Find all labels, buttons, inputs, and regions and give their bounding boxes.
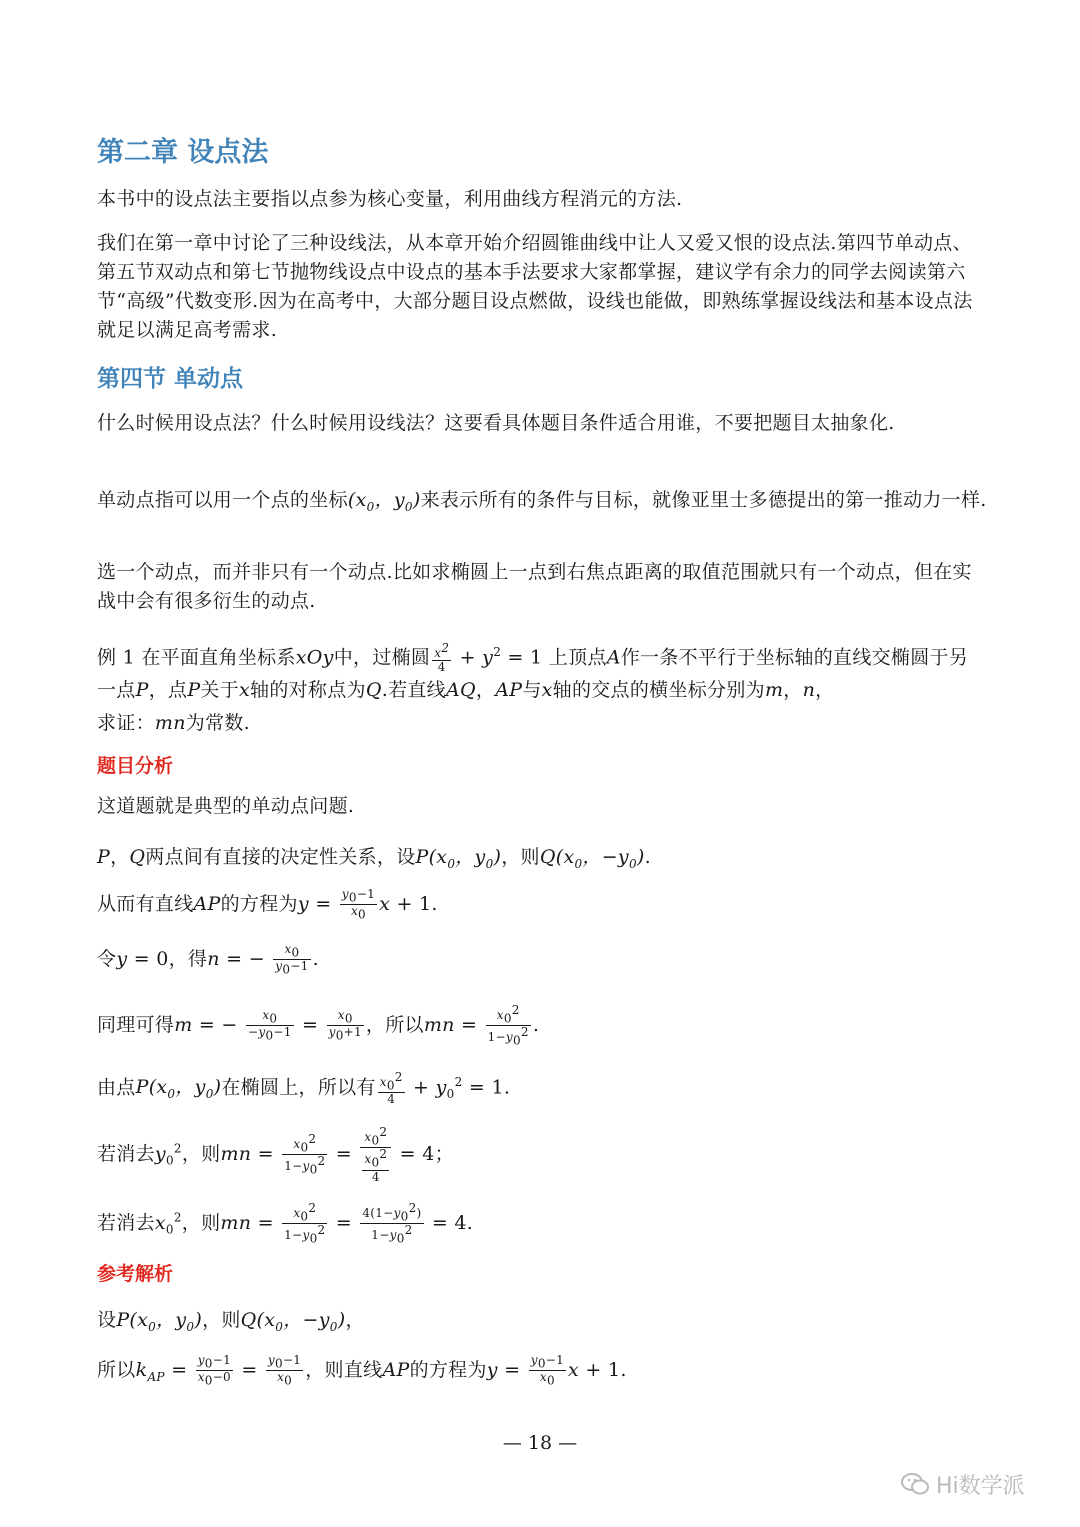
text-run: 上顶点 [548,646,607,669]
solution-line-2: 所以$k_{AP}$ = $\frac{y_0-1}{x_0-0}$ = $\frac{y_0-1}{x_0}$ ，则直线AP的方程为y = $\frac{y_0-1}{x_0}$ x + 1. [97,1353,627,1388]
intro-paragraph-2: 我们在第一章中讨论了三种设线法，从本章开始介绍圆锥曲线中让人又爱又恨的设点法.第四节单动点、第五节双动点和第七节抛物线设点中设点的基本手法要求大家都掌握，建议学有余力的同学去阅读第六节“高级”代数变形.因为在高考中，大部分题目设点燃做，设线也能做，即熟练掌握设线法和基本设点法就足以满足高考需求. [97,232,973,341]
text-run: 若消去 [97,1142,155,1165]
chapter-title: 第二章 设点法 [97,137,269,168]
section-paragraph-1: 什么时候用设点法？什么时候用设线法？这要看具体题目条件适合用谁，不要把题目太抽象化. [97,412,895,434]
example-1: 例 1 在平面直角坐标系xOy中，过椭圆 $\frac{x^2}{4}$ + $y^2 = 1$ 上顶点A作一条不平行于坐标轴的直线交椭圆于另一点P，点P关于x轴的对称点为Q.若直线AQ，AP与x轴的交点的横坐标分别为m，n， 求证：mn为常数. [97,641,969,735]
text-run: ，则直线 [305,1358,383,1381]
analysis-line-5: 同理可得m = − $\frac{x_0}{-y_0-1}$ = $\frac{x_0}{y_0+1}$ ，所以mn = $\frac{x_0^2}{1-y_0^2}$ . [97,1003,540,1048]
text-run: 例 1 在平面直角坐标系 [97,646,296,669]
text-run: 轴的交点的横坐标分别为 [552,679,765,702]
analysis-line-8: 若消去$x_0^2$，则mn = $\frac{x_0^2}{1-y_0^2}$ = $\frac{4(1-y_0^2)}{1-y_0^2}$ = 4. [97,1201,474,1246]
wechat-icon [900,1471,930,1497]
analysis-line-1: 这道题就是典型的单动点问题. [97,795,355,817]
text-run: 的方程为 [409,1358,487,1381]
page-number: — 18 — [502,1432,578,1454]
analysis-line-3: 从而有直线AP的方程为y = $\frac{y_0-1}{x_0}$ x + 1. [97,887,438,922]
text-run: 设 [97,1309,117,1331]
section-paragraph-3: 选一个动点，而并非只有一个动点.比如求椭圆上一点到右焦点距离的取值范围就只有一个动点，但在实战中会有很多衍生的动点. [97,561,972,612]
text-run: 所以 [97,1358,136,1381]
text-run: .若直线 [381,679,446,702]
single-point-paragraph: 单动点指可以用一个点的坐标($x_0$，$y_0$)来表示所有的条件与目标，就像亚里士多德提出的第一推动力一样. [97,489,987,514]
text-run: 作一条不平行于坐标轴的直线交椭圆于另一点 [97,646,969,702]
analysis-line-6: 由点$P(x_0$，$y_0$)在椭圆上，所以有 $\frac{x_0^2}{4}$ + $y_0^2 = 1$. [97,1069,511,1107]
solution-heading: 参考解析 [97,1263,174,1285]
analysis-line-4: 令y = 0，得n = − $\frac{x_0}{y_0-1}$ . [97,942,319,977]
text-run: 同理可得 [97,1013,175,1036]
text-run: 在椭圆上，所以有 [221,1076,376,1099]
text-run: ，则 [181,1211,221,1234]
text-run: 轴的对称点为 [250,679,366,702]
text-run: 两点间有直接的决定性关系，设 [145,846,416,868]
text-run: ，则 [501,846,540,868]
text-run: ，所以 [365,1013,424,1036]
text-run: ，得 [168,947,208,970]
analysis-heading: 题目分析 [97,755,174,777]
text-run: 与 [522,679,542,702]
text-run: 若消去 [97,1211,155,1234]
text-run: 为常数. [185,712,251,735]
text-run: ，则 [202,1309,241,1331]
watermark-text: Hi数学派 [936,1473,1025,1499]
text-run: 来表示所有的条件与目标，就像亚里士多德提出的第一推动力一样. [420,489,987,511]
watermark [900,1464,1060,1504]
text-run: 中，过椭圆 [333,646,431,669]
text-run: 关于 [200,679,240,702]
text-run: 令 [97,947,117,970]
analysis-line-2: P，Q两点间有直接的决定性关系，设$P(x_0$，$y_0$)，则$Q(x_0$，$-y_0$). [97,846,651,871]
text-run: 求证： [97,712,155,735]
solution-line-1: 设$P(x_0$，$y_0$)，则$Q(x_0$，$-y_0$)， [97,1309,365,1334]
text-run: ，则 [181,1142,221,1165]
section-title: 第四节 单动点 [97,366,244,392]
analysis-line-7: 若消去$y_0^2$，则mn = $\frac{x_0^2}{1-y_0^2}$ = $\frac{x_0^2}{\frac{x_0^2}{4}}$ = 4； [97,1125,454,1184]
intro-paragraph-1: 本书中的设点法主要指以点参为核心变量，利用曲线方程消元的方法. [97,188,683,210]
text-run: 的方程为 [220,892,298,915]
text-run: 单动点指可以用一个点的坐标 [97,489,348,511]
text-run: 从而有直线 [97,892,194,915]
text-run: 由点 [97,1076,136,1099]
text-run: ，点 [148,679,188,702]
